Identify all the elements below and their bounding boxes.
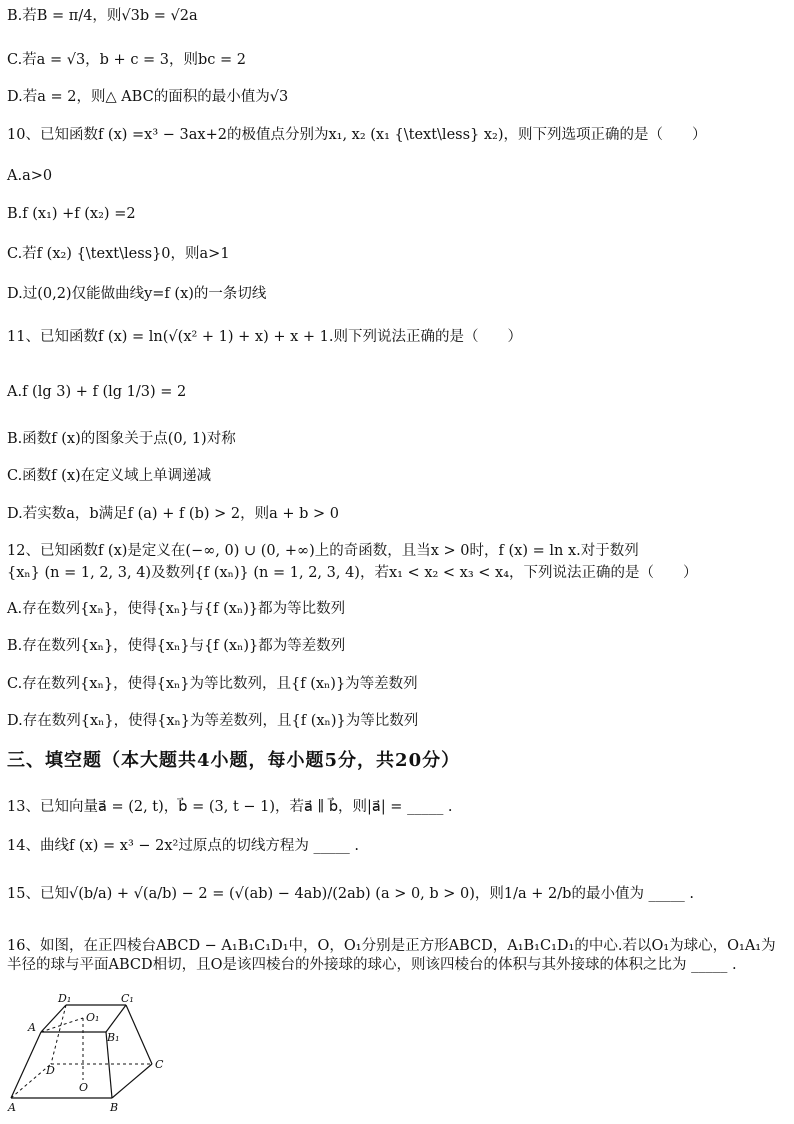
- q10-option-a: A.a>0: [7, 168, 53, 184]
- label-b1: B₁: [107, 1031, 120, 1044]
- q9-option-b: B.若B = π/4，则√3b = √2a: [7, 8, 198, 24]
- label-b: B: [110, 1101, 119, 1114]
- section-3-heading: 三、填空题（本大题共4小题，每小题5分，共20分）: [7, 750, 461, 771]
- q11-option-b: B.函数f (x)的图象关于点(0, 1)对称: [7, 431, 236, 447]
- q11-option-c: C.函数f (x)在定义域上单调递减: [7, 468, 212, 484]
- question-14: 14、曲线f (x) = x³ − 2x²过原点的切线方程为 _____ .: [7, 838, 359, 854]
- question-15: 15、已知√(b/a) + √(a/b) − 2 = (√(ab) − 4ab)/(2ab) (a > 0, b > 0)，则1/a + 2/b的最小值为 _____ .: [7, 886, 695, 902]
- q12-option-c: C.存在数列{xₙ}，使得{xₙ}为等比数列，且{f (xₙ)}为等差数列: [7, 676, 418, 692]
- question-12-line-2: {xₙ} (n = 1, 2, 3, 4)及数列{f (xₙ)} (n = 1, 2, 3, 4)，若x₁ < x₂ < x₃ < x₄，下列说法正确的是（ ）: [7, 565, 698, 581]
- q12-option-a: A.存在数列{xₙ}，使得{xₙ}与{f (xₙ)}都为等比数列: [7, 601, 346, 617]
- q12-option-d: D.存在数列{xₙ}，使得{xₙ}为等差数列，且{f (xₙ)}为等比数列: [7, 713, 419, 729]
- q10-option-d: D.过(0,2)仅能做曲线y=f (x)的一条切线: [7, 286, 267, 302]
- label-c: C: [155, 1058, 164, 1071]
- question-12-line-1: 12、已知函数f (x)是定义在(−∞, 0) ∪ (0, +∞)上的奇函数，且当x > 0时，f (x) = ln x.对于数列: [7, 543, 639, 559]
- q10-option-c: C.若f (x₂) {\text\less}0，则a>1: [7, 246, 230, 262]
- question-10: 10、已知函数f (x) =x³ − 3ax+2的极值点分别为x₁, x₂ (x₁ {\text\less} x₂)，则下列选项正确的是（ ）: [7, 127, 707, 143]
- q9-option-d: D.若a = 2，则△ ABC的面积的最小值为√3: [7, 89, 289, 105]
- question-13: 13、已知向量a⃗ = (2, t)，b⃗ = (3, t − 1)，若a⃗ ∥ b⃗，则|a⃗| = _____ .: [7, 799, 453, 815]
- frustum-diagram: [6, 990, 182, 1118]
- label-o: O: [79, 1081, 89, 1094]
- question-11: 11、已知函数f (x) = ln(√(x² + 1) + x) + x + 1.则下列说法正确的是（ ）: [7, 329, 523, 345]
- label-o1: O₁: [86, 1011, 100, 1024]
- label-c1: C₁: [121, 992, 134, 1005]
- frustum-figure: [6, 990, 182, 1118]
- q12-option-b: B.存在数列{xₙ}，使得{xₙ}与{f (xₙ)}都为等差数列: [7, 638, 346, 654]
- question-16: 16、如图，在正四棱台ABCD − A₁B₁C₁D₁中，O，O₁分别是正方形ABCD，A₁B₁C₁D₁的中心.若以O₁为球心，O₁A₁为半径的球与平面ABCD相切，且O是该四棱台的外接球的球心，则该四棱台的体积与其外接球的体积之比为 _____ .: [7, 938, 776, 973]
- q11-option-a: A.f (lg 3) + f (lg 1/3) = 2: [7, 384, 187, 400]
- q11-option-d: D.若实数a，b满足f (a) + f (b) > 2，则a + b > 0: [7, 506, 339, 522]
- q9-option-c: C.若a = √3，b + c = 3，则bc = 2: [7, 52, 247, 68]
- label-a1: A: [28, 1021, 36, 1034]
- label-d1: D₁: [58, 992, 72, 1005]
- label-a: A: [8, 1101, 16, 1114]
- q10-option-b: B.f (x₁) +f (x₂) =2: [7, 206, 136, 222]
- label-d: D: [46, 1064, 55, 1077]
